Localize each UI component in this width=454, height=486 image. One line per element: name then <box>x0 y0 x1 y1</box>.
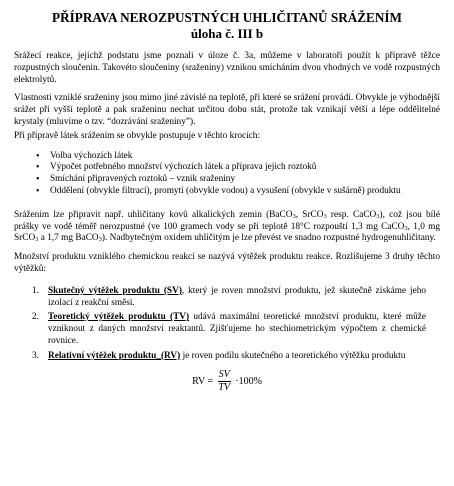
steps-list <box>14 151 440 198</box>
formula-rhs: ·100% <box>235 375 262 387</box>
yields-list <box>14 286 440 363</box>
yield-term: Skutečný výtěžek produktu (SV) <box>48 285 182 296</box>
yield-term: Teoretický výtěžek produktu (TV) <box>48 312 190 323</box>
page-subtitle: úloha č. III b <box>190 26 264 41</box>
list-item: • Smíchání připravených roztoků – vznik sraženiny <box>50 174 440 186</box>
list-item: 1. Skutečný výtěžek produktu (SV), který je roven množství produktu, jež skutečně získáme jeho izolací z reakční směsi. <box>32 285 427 308</box>
list-item: • Výpočet potřebného množství výchozích látek a příprava jejich roztoků <box>50 162 440 174</box>
relative-yield-formula <box>14 369 440 399</box>
paragraph-carbonates: Srážením lze připravit např. uhličitany kovů alkalických zemin (BaCO$_3$, SrCO$_3$ resp. CaCO$_3$), což jsou bílé prášky ve vodě téměř nerozpustné (ve 100 gramech vody se při teplotě 18°C rozpouští 1,3 mg CaCO$_3$, 1,0 mg SrCO$_3$ a 1,7 mg BaCO$_3$). Nadbytečným oxidem uhličitým je lze převést ve snadno rozpustné hydrogenuhličitany. <box>14 209 440 244</box>
yield-term: Relativní výtěžek produktu_(RV) <box>48 350 181 361</box>
page-title: PŘÍPRAVA NEROZPUSTNÝCH UHLIČITANŮ SRÁŽENÍM <box>52 10 402 25</box>
formula-lhs: RV = <box>192 375 214 387</box>
list-item: 3. Relativní výtěžek produktu_(RV) je roven podílu skutečného a teoretického výtěžku produktu <box>32 350 406 361</box>
formula-numerator: SV <box>218 368 230 380</box>
paragraph-yield-intro: Množství produktu vzniklého chemickou reakcí se nazývá výtěžek produktu reakce. Rozlišujeme 3 druhy těchto výtěžků: <box>14 252 440 274</box>
formula-denominator: TV <box>218 381 231 393</box>
paragraph-properties: Vlastnosti vzniklé sraženiny jsou mimo jiné závislé na teplotě, při které se srážení provádí. Obvykle je výhodnější srážet při vyšší teplotě a pak sraženinu nechat určitou dobu stát, protože tak vznikají větší a lépe oddělitelné krystaly (mluvíme o tzv. “dozrávání sraženiny”). <box>14 93 440 127</box>
list-item: 2. Teoretický výtěžek produktu (TV) udává maximální teoretické množství produktu, které může vzniknout z daných množství reaktantů. Zjišťujeme ho stechiometrickým výpočtem z chemické rovnice. <box>32 312 426 346</box>
list-item: • Oddělení (obvykle filtrací), promytí (obvykle vodou) a vysušení (obvykle v sušárně) produktu <box>50 186 440 198</box>
paragraph-steps-intro: Při přípravě látek srážením se obvykle postupuje v těchto krocích: <box>14 130 261 141</box>
list-item: • Volba výchozích látek <box>50 151 440 163</box>
formula-fraction <box>218 369 231 394</box>
paragraph-intro: Srážecí reakce, jejichž podstatu jsme poznali v úloze č. 3a, můžeme v laboratoři použít k přípravě těžce rozpustných sloučenin. Takovéto sloučeniny (sraženiny) vznikou smícháním dvou vhodných ve vodě rozpustných elektrolytů. <box>14 51 440 85</box>
